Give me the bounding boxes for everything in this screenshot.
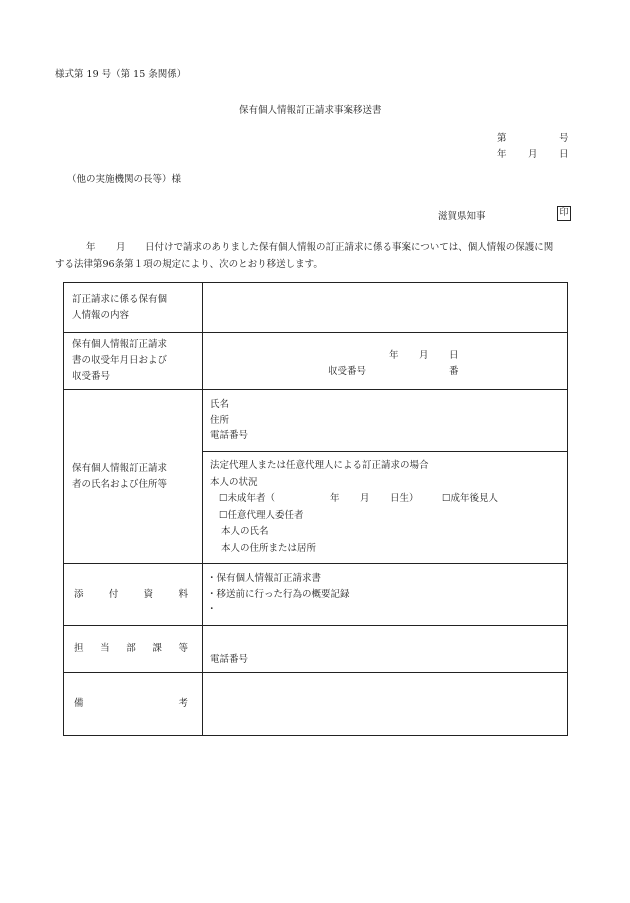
person-address: 本人の住所または居所 bbox=[221, 542, 317, 554]
value-receipt[interactable] bbox=[203, 333, 568, 390]
doc-number-prefix: 第 bbox=[497, 133, 507, 144]
label-content bbox=[64, 283, 203, 333]
label-requester bbox=[64, 390, 203, 564]
body-year: 年 bbox=[86, 242, 96, 253]
label-char: 等 bbox=[178, 643, 188, 654]
receipt-day: 日 bbox=[449, 350, 459, 361]
form-number: 様式第 19 号（第 15 条関係） bbox=[55, 69, 187, 80]
attachment-item: ・ bbox=[207, 604, 217, 616]
date-day: 日 bbox=[559, 149, 569, 160]
value-agent-info[interactable] bbox=[203, 452, 568, 564]
document-title: 保有個人情報訂正請求事案移送書 bbox=[239, 105, 382, 116]
seal-mark: 印 bbox=[557, 206, 571, 221]
label-char: 課 bbox=[152, 643, 162, 654]
label-attachments bbox=[64, 564, 203, 626]
label-char: 当 bbox=[100, 643, 110, 654]
checkbox-minor[interactable]: ☐未成年者（ bbox=[219, 493, 276, 504]
label-text: 訂正請求に係る保有個 bbox=[72, 293, 168, 305]
checkbox-ward[interactable]: ☐成年後見人 bbox=[442, 493, 499, 504]
label-char: 考 bbox=[178, 698, 188, 709]
receipt-number-suffix: 番 bbox=[449, 366, 459, 377]
field-phone: 電話番号 bbox=[210, 430, 249, 442]
receipt-number-label: 収受番号 bbox=[328, 366, 367, 377]
attachment-item: ・保有個人情報訂正請求書 bbox=[207, 573, 322, 585]
label-remarks bbox=[64, 673, 203, 736]
label-char: 料 bbox=[178, 588, 188, 600]
label-department bbox=[64, 626, 203, 673]
field-name: 氏名 bbox=[210, 399, 230, 411]
row-department bbox=[64, 626, 568, 673]
label-text: 者の氏名および住所等 bbox=[72, 478, 168, 490]
row-content bbox=[64, 283, 568, 333]
value-remarks[interactable] bbox=[203, 673, 568, 736]
sender: 滋賀県知事 bbox=[438, 211, 486, 222]
label-char: 資 bbox=[143, 588, 154, 600]
minor-month: 月 bbox=[360, 493, 370, 504]
label-text: 収受番号 bbox=[72, 371, 111, 382]
date-month: 月 bbox=[528, 149, 538, 160]
value-requester-info[interactable] bbox=[203, 390, 568, 452]
row-requester-a bbox=[64, 390, 568, 452]
seal-stamp bbox=[557, 206, 571, 221]
row-receipt bbox=[64, 333, 568, 390]
label-text: 人情報の内容 bbox=[72, 309, 130, 321]
transfer-form-table bbox=[63, 282, 568, 736]
row-remarks bbox=[64, 673, 568, 736]
checkbox-proxy[interactable]: ☐任意代理人委任者 bbox=[219, 509, 304, 521]
label-char: 付 bbox=[108, 588, 119, 600]
value-attachments[interactable] bbox=[203, 564, 568, 626]
value-content[interactable] bbox=[203, 283, 568, 333]
receipt-month: 月 bbox=[419, 350, 429, 361]
receipt-year: 年 bbox=[389, 350, 399, 361]
body-line2: する法律第96条第１項の規定により、次のとおり移送します。 bbox=[55, 259, 323, 270]
attachment-item: ・移送前に行った行為の概要記録 bbox=[207, 588, 350, 600]
label-char: 添 bbox=[74, 588, 84, 600]
person-name: 本人の氏名 bbox=[221, 526, 269, 537]
person-status: 本人の状況 bbox=[210, 476, 258, 488]
agent-title: 法定代理人または任意代理人による訂正請求の場合 bbox=[210, 460, 429, 471]
label-char: 備 bbox=[74, 698, 84, 709]
value-department[interactable] bbox=[203, 626, 568, 673]
label-text: 書の収受年月日および bbox=[72, 355, 168, 366]
label-text: 保有個人情報訂正請求 bbox=[72, 462, 168, 474]
date-year: 年 bbox=[497, 149, 507, 160]
label-receipt bbox=[64, 333, 203, 390]
department-phone: 電話番号 bbox=[210, 654, 249, 665]
field-address: 住所 bbox=[210, 414, 230, 426]
label-char: 部 bbox=[126, 643, 136, 654]
body-line1: 日付けで請求のありました保有個人情報の訂正請求に係る事案については、個人情報の保護に関 bbox=[145, 242, 554, 253]
status-line-minor bbox=[210, 491, 567, 508]
label-text: 保有個人情報訂正請求 bbox=[72, 339, 168, 350]
body-month: 月 bbox=[116, 242, 126, 253]
minor-year: 年 bbox=[330, 493, 340, 504]
doc-number-suffix: 号 bbox=[559, 133, 569, 144]
minor-day: 日生） bbox=[390, 493, 419, 504]
row-attachments bbox=[64, 564, 568, 626]
addressee: （他の実施機関の長等）様 bbox=[67, 174, 182, 185]
label-char: 担 bbox=[74, 643, 84, 654]
